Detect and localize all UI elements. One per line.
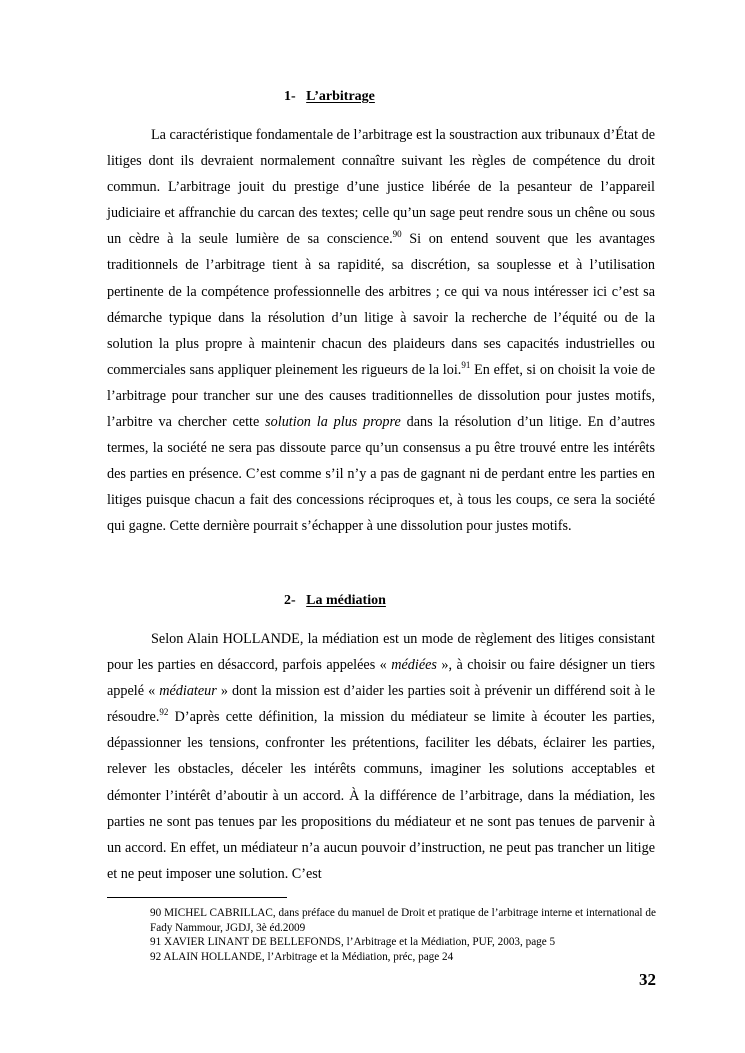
text-run: Si on entend souvent que les avantages traditionnels de l’arbitrage tient à sa rapidité, sa discrétion, sa souplesse et à l’utilisation pertinente de la compétence professionnelle des arbitres ; ce qui va nous intéresser ici c’est sa démarche typique dans la résolution d’un litige à savoir la recherche de l’équité ou de la solution la plus propre à maintenir chacun des plaideurs dans ses capacités industrielles ou commerciales sans appliquer pleinement les rigueurs de la loi. (107, 231, 655, 378)
footnotes (150, 906, 656, 964)
text-run: » dont la mission est d’aider les parties soit à prévenir un différend soit à le résoudre. (107, 683, 655, 726)
footnote-92: 92 ALAIN HOLLANDE, l’Arbitrage et la Médiation, préc, page 24 (150, 950, 454, 963)
section-title: La médiation (306, 593, 386, 608)
text-run: D’après cette définition, la mission du médiateur se limite à écouter les parties, dépassionner les tensions, confronter les prétentions, faciliter les débats, éclairer les parties, relever les obstacles, déceler les intérêts communs, imaginer les solutions acceptables et démonter l’intérêt d’aboutir à un accord. À la différence de l’arbitrage, dans la médiation, les parties ne sont pas tenues par les propositions du médiateur et ne sont pas tenues de parvenir à un accord. En effet, un médiateur n’a aucun pouvoir d’instruction, ne peut pas trancher un litige et ne peut imposer une solution. C’est (107, 709, 655, 882)
paragraph-arbitrage (107, 122, 655, 540)
section-heading-arbitrage (0, 89, 745, 105)
text-run: Selon Alain HOLLANDE, la médiation est un mode de règlement des litiges consistant pour les parties en désaccord, parfois appelées « (107, 631, 655, 674)
text-run: La caractéristique fondamentale de l’arbitrage est la soustraction aux tribunaux d’État de litiges dont ils devraient normalement connaître suivant les règles de compétence du droit commun. L’arbitrage jouit du prestige d’une justice libérée de la pesanteur de l’appareil judiciaire et affranchie du carcan des textes; celle qu’un sage peut rendre sous un chêne ou sous un cèdre à la seule lumière de sa conscience. (107, 127, 655, 248)
section-number: 2- (284, 593, 296, 608)
footnote-91: 91 XAVIER LINANT DE BELLEFONDS, l’Arbitrage et la Médiation, PUF, 2003, page 5 (150, 936, 556, 948)
page-number: 32 (639, 970, 656, 989)
paragraph-mediation (107, 626, 655, 887)
footnote-ref-90: 90 (392, 229, 402, 240)
text-run: », à choisir ou faire désigner un tiers appelé « (107, 657, 655, 700)
section-number: 1- (284, 89, 296, 104)
section-heading-mediation (0, 593, 745, 609)
section-title: L’arbitrage (306, 89, 375, 104)
emphasis-text: solution la plus propre (265, 414, 401, 431)
footnote-ref-91: 91 (461, 359, 471, 370)
footnote-90: 90 MICHEL CABRILLAC, dans préface du manuel de Droit et pratique de l’arbitrage interne et international de Fady Nammour, JGDJ, 3è éd.2009 (150, 907, 656, 934)
text-run: dans la résolution d’un litige. En d’autres termes, la société ne sera pas dissoute parce qu’un consensus a pu être trouvé entre les intérêts des parties en présence. C’est comme s’il n’y a pas de gagnant ni de perdant entre les parties en litiges puisque chacun a fait des concessions réciproques et, à tous les coups, ce sera la société qui gagne. Cette dernière pourrait s’échapper à une dissolution pour justes motifs. (107, 414, 655, 535)
footnote-ref-92: 92 (159, 707, 169, 718)
text-run: En effet, si on choisit la voie de l’arbitrage pour trancher sur une des causes traditionnelles de dissolution pour justes motifs, l’arbitre va chercher cette (107, 361, 655, 431)
emphasis-text: médiateur (159, 683, 217, 700)
footnote-separator (107, 897, 287, 898)
emphasis-text: médiées (391, 657, 437, 674)
